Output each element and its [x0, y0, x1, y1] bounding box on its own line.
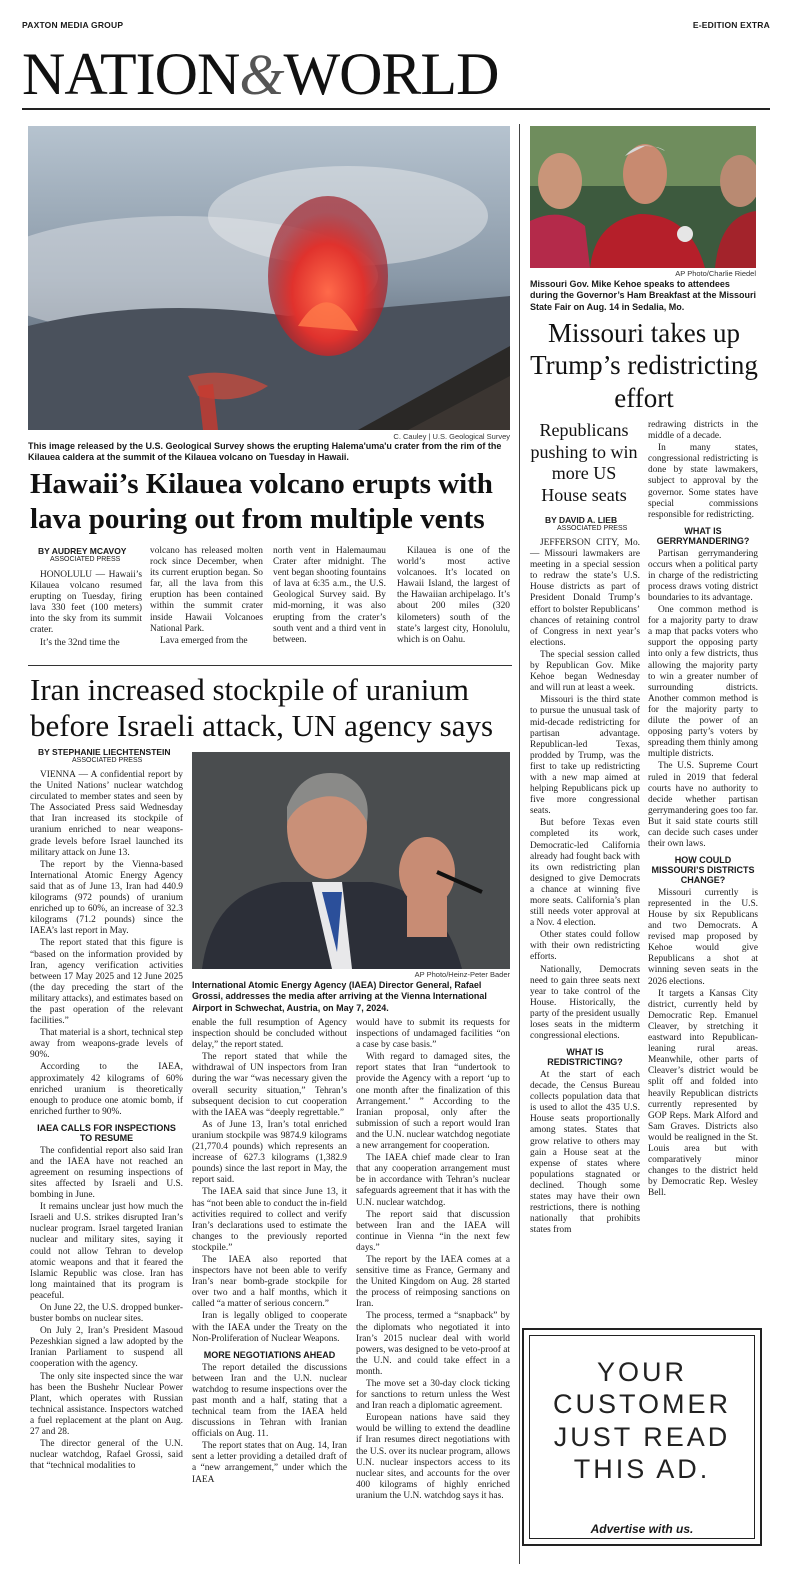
kilauea-headline: Hawaii’s Kilauea volcano erupts with lava pouring out from multiple vents [30, 468, 493, 536]
paragraph: north vent in Halemaumau Crater after midnight. The vent began shooting fountains of lava at 6:35 a.m., the U.S. Geological Survey said. By mid-morning, it was also erupting from the crater’s south vent and a third vent in between. [273, 546, 386, 645]
paragraph: Partisan gerrymandering occurs when a political party in charge of the redistricting process draws voting district boundaries to its advantage. [648, 548, 758, 603]
kilauea-agency: ASSOCIATED PRESS [50, 556, 121, 563]
paragraph: The director general of the U.N. nuclear watchdog, Rafael Grossi, said that “technical modalities to [30, 1439, 183, 1472]
paragraph: It’s the 32nd time the [40, 637, 120, 648]
paragraph: The report by the IAEA comes at a sensitive time as France, Germany and the United Kingdom on Aug. 28 started the process of reimposing sanctions on Iran. [356, 1254, 510, 1310]
masthead-rule [22, 108, 770, 110]
paragraph: On July 2, Iran’s President Masoud Pezeshkian signed a law adopted by the Iranian Parliament to suspend all cooperation with the agency. [30, 1326, 183, 1370]
paragraph: At the start of each decade, the Census Bureau collects population data that is used to allot the 435 U.S. House seats proportionally among states. States that grow relative to others may gain a House seat at the expense of states where populations stagnated or declined. Though some states may have their own restrictions, there is nothing nationally that prohibits states from [530, 1070, 640, 1236]
paragraph: It targets a Kansas City district, currently held by Democratic Rep. Emanuel Cleaver, by stretching it eastward into Republican-leaning rural areas. Meanwhile, other parts of Cleaver’s district would be split off and folded into heavily Republican districts currently represented by GOP Reps. Mark Alford and Sam Graves. Districts also would be realigned in the St. Louis area but with comparatively minor changes to the district held by Democratic Rep. Wesley Bell. [648, 988, 758, 1199]
missouri-col-a [530, 538, 640, 1237]
ad-tagline[interactable]: Advertise with us. [590, 1522, 694, 1536]
paragraph: The report by the Vienna-based International Atomic Energy Agency said that as of June 13, Iran had 440.9 kilograms (972 pounds) of uranium enriched up to 60%, an increase of 32.3 kilograms (71.2 pounds) since the IAEA’s last report in May. [30, 859, 183, 937]
missouri-deck: Republicans pushing to win more US House seats [530, 420, 638, 505]
paragraph: The IAEA chief made clear to Iran that any cooperation arrangement must be in accordance with Tehran’s nuclear safeguards agreement that it has with the U.N. nuclear watchdog. [356, 1153, 510, 1208]
iran-byline [38, 747, 198, 764]
paragraph: enable the full resumption of Agency inspection should be concluded without delay,” the report stated. [192, 1018, 347, 1051]
paragraph: Lava emerged from the [160, 635, 248, 646]
kilauea-col-2 [150, 546, 263, 648]
paragraph: The process, termed a “snapback” by the diplomats who negotiated it into Iran’s 2015 nuclear deal with world powers, was designed to be veto-proof at the U.N. and could take effect in a month. [356, 1311, 510, 1377]
iran-col-1 [30, 770, 183, 1473]
grossi-photo-credit: AP Photo/Heinz-Peter Bader [414, 970, 510, 979]
paragraph: The special session called by Republican Gov. Mike Kehoe began Wednesday and will run at least a week. [530, 649, 640, 694]
paragraph: As of June 13, Iran’s total enriched uranium stockpile was 9874.9 kilograms (21,770.4 pounds) which represents an increase of 627.3 kilograms (1,382.9 pounds) since the last report in May, the report said. [192, 1119, 347, 1186]
grossi-caption: International Atomic Energy Agency (IAEA) Director General, Rafael Grossi, addresses the media after arriving at the Vienna International Airport in Schwechat, Austria, on May 7, 2024. [192, 980, 487, 1013]
ad-line: THIS AD. [573, 1454, 711, 1485]
kilauea-col-1 [30, 570, 142, 650]
paragraph: The IAEA also reported that inspectors have not been able to verify Iran’s near bomb-grade stockpile for over two and a half months, which it called “a matter of serious concern.” [192, 1254, 347, 1310]
kehoe-image [530, 126, 756, 268]
paragraph: would have to submit its requests for inspections of undamaged facilities “on a case by case basis.” [356, 1018, 510, 1051]
paragraph: The report stated that this figure is “based on the information provided by Iran, agency verification activities between 17 May 2025 and 12 June 2025 (the day preceding the start of the military attacks), and estimates based on the past operation of the relevant facilities.” [30, 938, 183, 1027]
paragraph: The IAEA said that since June 13, it has “not been able to conduct the in-field activities required to collect and verify Iran’s declarations used to estimate the changes to the previously reported stockpile.” [192, 1187, 347, 1253]
missouri-agency: ASSOCIATED PRESS [557, 525, 628, 532]
iran-author: BY STEPHANIE LIECHTENSTEIN [38, 747, 171, 757]
paragraph: European nations have said they would be willing to extend the deadline if Iran resumes direct negotiations with the U.S. over its nuclear program, allows U.N. nuclear inspectors access to its nuclear sites, and accounts for the over 400 kilograms of highly enriched uranium the U.N. watchdog says it has. [356, 1413, 510, 1501]
kehoe-caption: Missouri Gov. Mike Kehoe speaks to attendees during the Governor’s Ham Breakfast at the Missouri State Fair on Aug. 14 in Sedalia, Mo. [530, 279, 757, 312]
kilauea-col-4 [397, 546, 510, 647]
iran-agency: ASSOCIATED PRESS [72, 757, 143, 764]
missouri-byline [545, 515, 645, 532]
paragraph: Missouri currently is represented in the U.S. House by six Republicans and two Democrats. A revised map proposed by Kehoe would give Republicans a shot at winning seven seats in the 2026 elections. [648, 887, 758, 987]
top-bar [22, 20, 770, 30]
ad-copy [524, 1356, 760, 1486]
paragraph: Iran is legally obliged to cooperate with the IAEA under the Treaty on the Non-Proliferation of Nuclear Weapons. [192, 1311, 347, 1344]
kehoe-photo [530, 126, 756, 268]
kilauea-photo [28, 126, 510, 430]
paragraph: The U.S. Supreme Court ruled in 2019 that federal courts have no authority to decide whether partisan gerrymandering goes too far. But it said state courts still can decide such cases under their own laws. [648, 761, 758, 850]
house-ad[interactable] [522, 1328, 762, 1546]
paragraph: The report stated that while the withdrawal of UN inspectors from Iran during the war “was necessary given the overall security situation,” Tehran’s subsequent decision to cut cooperation with the IAEA was “deeply regrettable.” [192, 1052, 347, 1118]
subhead-inspections: IAEA CALLS FOR INSPECTIONS TO RESUME [37, 1122, 176, 1143]
paragraph: VIENNA — A confidential report by the United Nations’ nuclear watchdog circulated to member states and seen by The Associated Press said Wednesday that Iran increased its stockpile of uranium enriched to near weapons-grade levels before Israel launched its military attack on June 13. [30, 770, 183, 858]
ad-line: CUSTOMER [552, 1389, 731, 1420]
paragraph: JEFFERSON CITY, Mo. — Missouri lawmakers are meeting in a special session to redraw the state’s U.S. House districts as part of President Donald Trump’s effort to bolster Republicans’ chances of retaining control of Congress in next year’s elections. [530, 538, 640, 648]
paragraph: The report said that discussion between Iran and the IAEA will continue in Vienna “in the next few days.” [356, 1209, 510, 1253]
paragraph: In many states, congressional redistricting is done by state lawmakers, subject to approval by the governor. Some states have special commissions responsible for redistricting. [648, 443, 758, 520]
paragraph: volcano has released molten rock since December, when its current eruption began. So far, all the lava from this eruption has been contained within the summit crater inside Hawaii Volcanoes National Park. [150, 546, 263, 634]
masthead-ampersand: & [239, 42, 284, 107]
paragraph: The only site inspected since the war has been the Bushehr Nuclear Power Plant, which operates with Russian technical assistance. Inspectors watched a fuel replacement at the plant on Aug. 27 and 28. [30, 1371, 183, 1438]
subhead-districts: HOW COULD MISSOURI’S DISTRICTS CHANGE? [651, 855, 755, 885]
kilauea-byline [38, 546, 148, 563]
subhead-gerrymandering: WHAT IS GERRYMANDERING? [656, 525, 750, 546]
missouri-col-b [648, 420, 758, 1200]
publisher-name: PAXTON MEDIA GROUP [22, 20, 124, 30]
paragraph: The confidential report also said Iran and the IAEA have not reached an agreement on resuming inspections of sites affected by Israeli and U.S. bombing in June. [30, 1145, 183, 1201]
paragraph: One common method is for a majority party to draw a map that packs voters who support the opposing party into only a few districts, thus allowing the majority party to win a greater number of surrounding districts. Another common method is for the majority party to dilute the power of an opposing party’s voters by spreading them thinly among multiple districts. [648, 605, 758, 760]
paragraph: Kilauea is one of the world’s most active volcanoes. It’s located on Hawaii Island, the largest of the Hawaiian archipelago. It’s about 200 miles (320 kilometers) south of the state’s largest city, Honolulu, which is on Oahu. [397, 546, 510, 645]
iran-col-2 [192, 1018, 347, 1487]
paragraph: With regard to damaged sites, the report states that Iran “undertook to provide the Agency with a report ‘up to one month after the finalization of this Arrangement.’ ” According to the Iranian proposal, only after the submission of such a report would Iran and the U.N. nuclear watchdog negotiate a new arrangement for cooperation. [356, 1052, 510, 1152]
paragraph: That material is a short, technical step away from weapons-grade levels of 90%. [30, 1028, 183, 1061]
paragraph: HONOLULU — Hawaii’s Kilauea volcano resumed erupting on Tuesday, firing lava 330 feet (100 meters) into the sky from its summit crater. [30, 570, 142, 636]
paragraph: Nationally, Democrats need to gain three seats next year to take control of the House. Historically, the party of the president usually loses seats in the midterm congressional elections. [530, 964, 640, 1042]
paragraph: On June 22, the U.S. dropped bunker-buster bombs on nuclear sites. [30, 1303, 183, 1325]
ad-line: JUST READ [553, 1421, 731, 1452]
section-masthead [22, 41, 499, 107]
paragraph: But before Texas even completed its work, Democratic-led California already had fought back with its own redistricting plan designed to give Democrats a chance at winning five more seats. California’s plan still needs voter approval at a Nov. 4 election. [530, 818, 640, 929]
story-divider [28, 665, 512, 666]
paragraph: redrawing districts in the middle of a decade. [648, 420, 758, 442]
paragraph: Missouri is the third state to pursue the unusual task of mid-decade redistricting for partisan advantage. Republican-led Texas, prodded by Trump, was the first to take up redistricting with a new map aimed at helping Republicans pick up five more congressional seats. [530, 695, 640, 817]
grossi-image [192, 752, 510, 969]
iran-headline: Iran increased stockpile of uranium before Israeli attack, UN agency says [30, 672, 494, 743]
subhead-redistricting: WHAT IS REDISTRICTING? [547, 1047, 623, 1068]
paragraph: The report states that on Aug. 14, Iran sent a letter providing a detailed draft of a “new arrangement,” under which the IAEA [192, 1441, 347, 1485]
kilauea-caption: This image released by the U.S. Geological Survey shows the erupting Halema'uma'u crater from the rim of the Kilauea caldera at the summit of the Kilauea volcano on Tuesday in Hawaii. [28, 441, 502, 463]
kilauea-col-3 [273, 546, 386, 647]
masthead-world: WORLD [283, 41, 499, 107]
kilauea-author: BY AUDREY MCAVOY [38, 546, 127, 556]
edition-label: E-EDITION EXTRA [692, 20, 770, 30]
paragraph: According to the IAEA, approximately 42 kilograms of 60% enriched uranium is theoretically enough to produce one atomic bomb, if enriched further to 90%. [30, 1062, 183, 1117]
masthead-nation: NATION [22, 41, 240, 107]
paragraph: It remains unclear just how much the Israeli and U.S. strikes disrupted Iran’s nuclear program. Israel targeted Iranian nuclear and military sites, saying it could not allow Tehran to develop atomic weapons and that it feared the Islamic Republic was close. Iran has long maintained that its program is peaceful. [30, 1202, 183, 1301]
column-divider [519, 124, 520, 1564]
subhead-negotiations: MORE NEGOTIATIONS AHEAD [203, 1349, 336, 1360]
kilauea-photo-credit: C. Cauley | U.S. Geological Survey [393, 432, 510, 441]
volcano-image [28, 126, 510, 430]
grossi-photo [192, 752, 510, 969]
paragraph: Other states could follow with their own redistricting efforts. [530, 930, 640, 963]
missouri-headline: Missouri takes up Trump’s redistricting effort [530, 318, 758, 413]
kehoe-photo-credit: AP Photo/Charlie Riedel [675, 269, 756, 278]
iran-col-3 [356, 1018, 510, 1503]
missouri-author: BY DAVID A. LIEB [545, 515, 618, 525]
paragraph: The move set a 30-day clock ticking for sanctions to return unless the West and Iran reach a diplomatic agreement. [356, 1379, 510, 1412]
paragraph: The report detailed the discussions between Iran and the U.N. nuclear watchdog to resume inspections over the past month and a half, stating that a technical team from the IAEA held discussions in Tehran with Iranian officials on Aug. 11. [192, 1362, 347, 1440]
ad-line: YOUR [596, 1357, 687, 1387]
